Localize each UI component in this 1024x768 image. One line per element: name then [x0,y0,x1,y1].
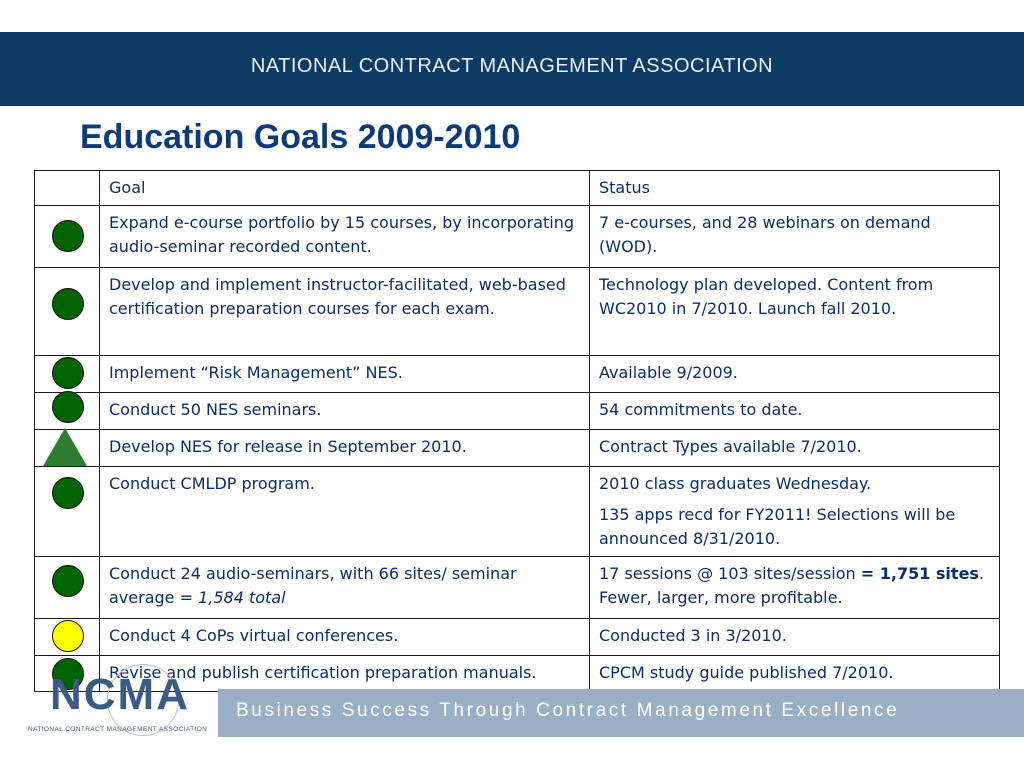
org-name: NATIONAL CONTRACT MANAGEMENT ASSOCIATION [250,55,774,77]
indicator-cell [35,557,100,619]
status-cell: Technology plan developed. Content from WC2010 in 7/2010. Launch fall 2010. [590,268,1000,356]
table-row [35,430,1000,467]
goal-cell: Conduct 50 NES seminars. [100,393,590,430]
goal-cell: Implement “Risk Management” NES. [100,356,590,393]
goal-cell [100,557,590,619]
goal-cell: Develop NES for release in September 2010. [100,430,590,467]
status-cell: Conducted 3 in 3/2010. [590,619,1000,656]
status-cell: CPCM study guide published 7/2010. [590,656,1000,692]
goal-header: Goal [100,171,590,206]
status-total: = 1,751 sites [860,564,979,583]
indicator-cell [35,268,100,356]
status-cell [590,467,1000,557]
tagline: Business Success Through Contract Management Excellence [236,700,900,721]
green-circle-icon [52,391,84,423]
green-circle-icon [52,357,84,389]
logo-text: NCMA [50,670,190,719]
status-cell: 54 commitments to date. [590,393,1000,430]
slide-title: Education Goals 2009-2010 [80,118,521,156]
header-bar [0,32,1024,106]
status-text: 17 sessions @ 103 sites/session [599,564,861,583]
goal-cell: Conduct 4 CoPs virtual conferences. [100,619,590,656]
goal-total: = 1,584 total [179,588,286,607]
green-circle-icon [52,288,84,320]
status-cell: Contract Types available 7/2010. [590,430,1000,467]
indicator-cell [35,393,100,430]
green-triangle-icon [43,428,87,466]
goals-table [34,170,1000,692]
goal-cell: Conduct CMLDP program. [100,467,590,557]
status-header: Status [590,171,1000,206]
green-circle-icon [52,220,84,252]
status-line: 2010 class graduates Wednesday. [599,474,872,493]
indicator-cell [35,619,100,656]
status-tail: . Fewer, larger, more profitable. [599,564,985,607]
goal-text: Conduct 24 audio-seminars, with 66 sites/ seminar average [109,564,517,607]
status-cell: 7 e-courses, and 28 webinars on demand (WOD). [590,206,1000,268]
goal-cell: Expand e-course portfolio by 15 courses, by incorporating audio-seminar recorded content. [100,206,590,268]
status-cell [590,557,1000,619]
indicator-cell [35,430,100,467]
yellow-circle-icon [52,620,84,652]
indicator-cell [35,356,100,393]
table-row [35,467,1000,557]
status-line: 135 apps recd for FY2011! Selections will be announced 8/31/2010. [599,505,956,548]
green-circle-icon [52,565,84,597]
table-row [35,557,1000,619]
ncma-logo [22,670,208,750]
table-row [35,206,1000,268]
table-row [35,268,1000,356]
logo-subtext: NATIONAL CONTRACT MANAGEMENT ASSOCIATION [28,726,208,733]
table-row [35,356,1000,393]
goal-cell: Develop and implement instructor-facilitated, web-based certification preparation courses for each exam. [100,268,590,356]
status-cell: Available 9/2009. [590,356,1000,393]
footer-bar [218,689,1024,737]
indicator-cell [35,467,100,557]
table-row [35,619,1000,656]
green-circle-icon [52,477,84,509]
table-header-row [35,171,1000,206]
table-row [35,393,1000,430]
indicator-header-cell [35,171,100,206]
indicator-cell [35,206,100,268]
goal-cell: Revise and publish certification preparation manuals. [100,656,590,692]
